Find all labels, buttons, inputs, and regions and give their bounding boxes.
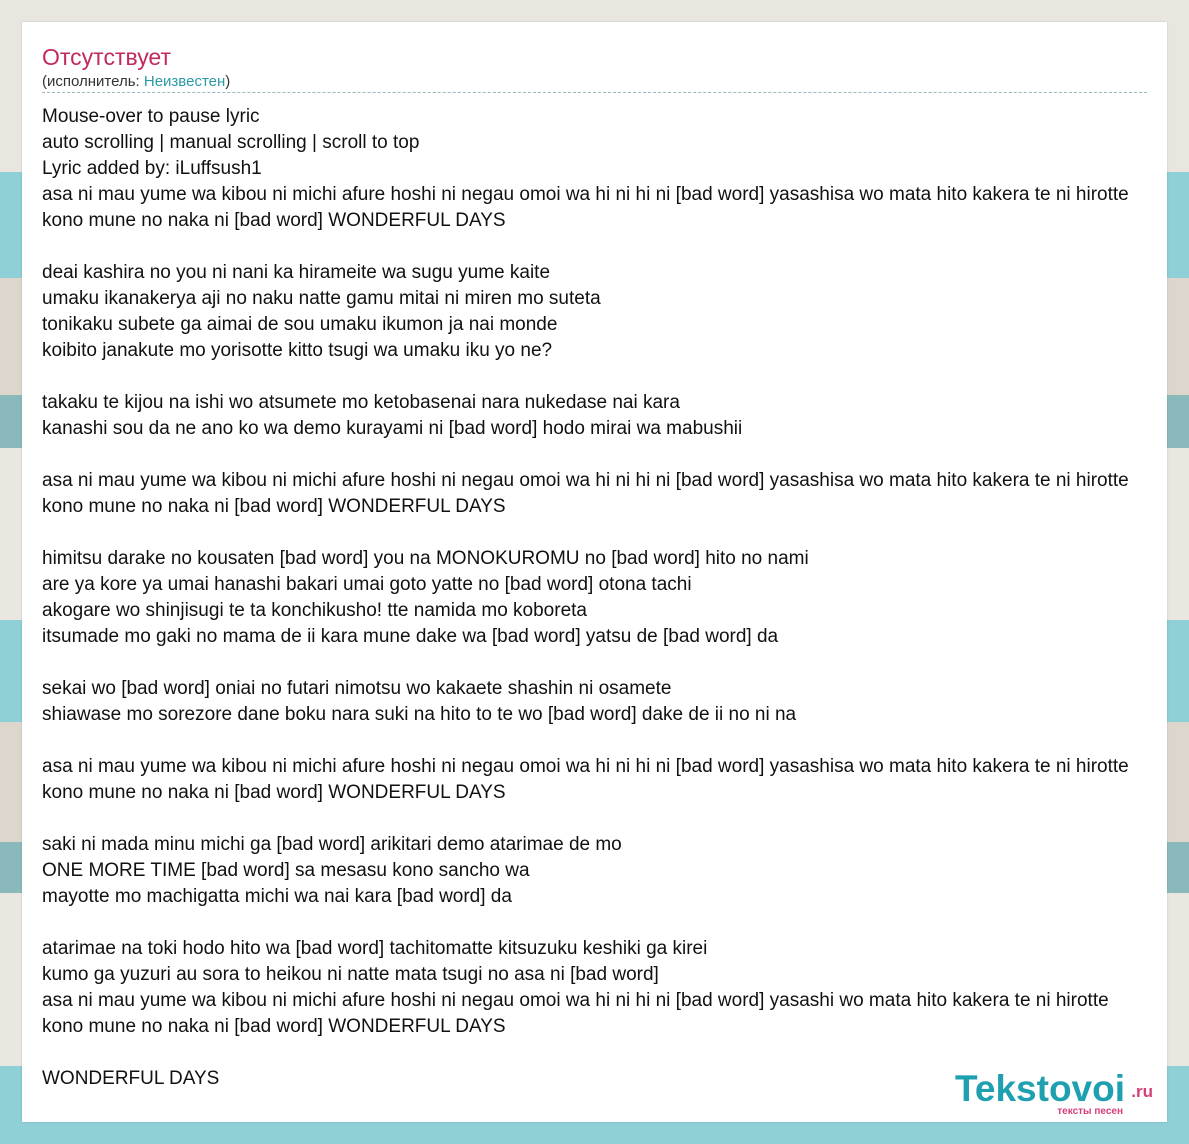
lyrics-line: kono mune no naka ni [bad word] WONDERFUL DAYS	[42, 210, 506, 231]
lyrics-line: umaku ikanakerya aji no naku natte gamu mitai ni miren mo suteta	[42, 288, 601, 309]
lyrics-line	[42, 442, 1167, 468]
lyrics-line	[42, 364, 1167, 390]
logo-tld: .ru	[1131, 1082, 1153, 1101]
added-by: Lyric added by: iLuffsush1	[42, 158, 262, 179]
artist-prefix: (исполнитель:	[42, 73, 144, 90]
lyrics-line: himitsu darake no kousaten [bad word] you na MONOKUROMU no [bad word] hito no nami	[42, 548, 809, 569]
lyrics-line: mayotte mo machigatta michi wa nai kara [bad word] da	[42, 886, 512, 907]
header-divider	[42, 92, 1147, 93]
logo-wordmark: Tekstovoi	[955, 1068, 1125, 1109]
separator: |	[306, 132, 323, 153]
lyrics-line: kono mune no naka ni [bad word] WONDERFUL DAYS	[42, 782, 506, 803]
logo-tagline: тексты песен	[1057, 1106, 1123, 1117]
lyrics-line: WONDERFUL DAYS	[42, 1068, 220, 1089]
lyrics-line	[42, 520, 1167, 546]
lyrics-line: kono mune no naka ni [bad word] WONDERFUL DAYS	[42, 1016, 506, 1037]
lyrics-body	[42, 182, 1167, 1092]
artist-line	[42, 73, 230, 91]
lyrics-card	[22, 22, 1167, 1122]
artist-suffix: )	[225, 73, 231, 90]
scroll-controls	[42, 130, 1167, 156]
scroll-to-top-link[interactable]: scroll to top	[322, 132, 420, 153]
lyrics-line: sekai wo [bad word] oniai no futari nimotsu wo kakaete shashin ni osamete	[42, 678, 672, 699]
lyrics-line: saki ni mada minu michi ga [bad word] arikitari demo atarimae de mo	[42, 834, 622, 855]
lyrics-line: tonikaku subete ga aimai de sou umaku ikumon ja nai monde	[42, 314, 558, 335]
separator: |	[153, 132, 170, 153]
artist-link[interactable]: Неизвестен	[143, 73, 226, 90]
lyrics-line: deai kashira no you ni nani ka hirameite wa sugu yume kaite	[42, 262, 551, 283]
lyrics-line: itsumade mo gaki no mama de ii kara mune dake wa [bad word] yatsu de [bad word] da	[42, 626, 779, 647]
lyrics-line	[42, 910, 1167, 936]
lyrics-line: asa ni mau yume wa kibou ni michi afure hoshi ni negau omoi wa hi ni hi ni [bad word] yasashisa wo mata hito kakera te ni hirotte	[42, 756, 1129, 777]
lyrics-line: asa ni mau yume wa kibou ni michi afure hoshi ni negau omoi wa hi ni hi ni [bad word] yasashi wo mata hito kakera te ni hirotte	[42, 990, 1109, 1011]
lyrics-line: ONE MORE TIME [bad word] sa mesasu kono sancho wa	[42, 860, 530, 881]
song-title: Отсутствует	[42, 44, 171, 70]
manual-scrolling-link[interactable]: manual scrolling	[169, 132, 307, 153]
lyrics-line	[42, 728, 1167, 754]
lyrics-line: koibito janakute mo yorisotte kitto tsugi wa umaku iku yo ne?	[42, 340, 553, 361]
site-logo[interactable]	[955, 1062, 1159, 1122]
lyrics-line	[42, 806, 1167, 832]
lyrics-line: asa ni mau yume wa kibou ni michi afure hoshi ni negau omoi wa hi ni hi ni [bad word] yasashisa wo mata hito kakera te ni hirotte	[42, 184, 1129, 205]
lyrics-line: kumo ga yuzuri au sora to heikou ni natte mata tsugi no asa ni [bad word]	[42, 964, 659, 985]
lyrics-line: asa ni mau yume wa kibou ni michi afure hoshi ni negau omoi wa hi ni hi ni [bad word] yasashisa wo mata hito kakera te ni hirotte	[42, 470, 1129, 491]
auto-scrolling-link[interactable]: auto scrolling	[42, 132, 154, 153]
lyrics-line: kono mune no naka ni [bad word] WONDERFUL DAYS	[42, 496, 506, 517]
lyrics-line: are ya kore ya umai hanashi bakari umai goto yatte no [bad word] otona tachi	[42, 574, 692, 595]
lyrics-line	[42, 650, 1167, 676]
lyrics-line: akogare wo shinjisugi te ta konchikusho! tte namida mo koboreta	[42, 600, 587, 621]
lyrics-line: atarimae na toki hodo hito wa [bad word] tachitomatte kitsuzuku keshiki ga kirei	[42, 938, 708, 959]
lyrics-line: shiawase mo sorezore dane boku nara suki na hito to te wo [bad word] dake de ii no ni na	[42, 704, 797, 725]
lyrics-line: kanashi sou da ne ano ko wa demo kurayami ni [bad word] hodo mirai wa mabushii	[42, 418, 743, 439]
lyrics-line	[42, 234, 1167, 260]
lyrics-content	[42, 104, 1167, 1092]
pause-hint: Mouse-over to pause lyric	[42, 106, 260, 127]
lyrics-line: takaku te kijou na ishi wo atsumete mo ketobasenai nara nukedase nai kara	[42, 392, 680, 413]
